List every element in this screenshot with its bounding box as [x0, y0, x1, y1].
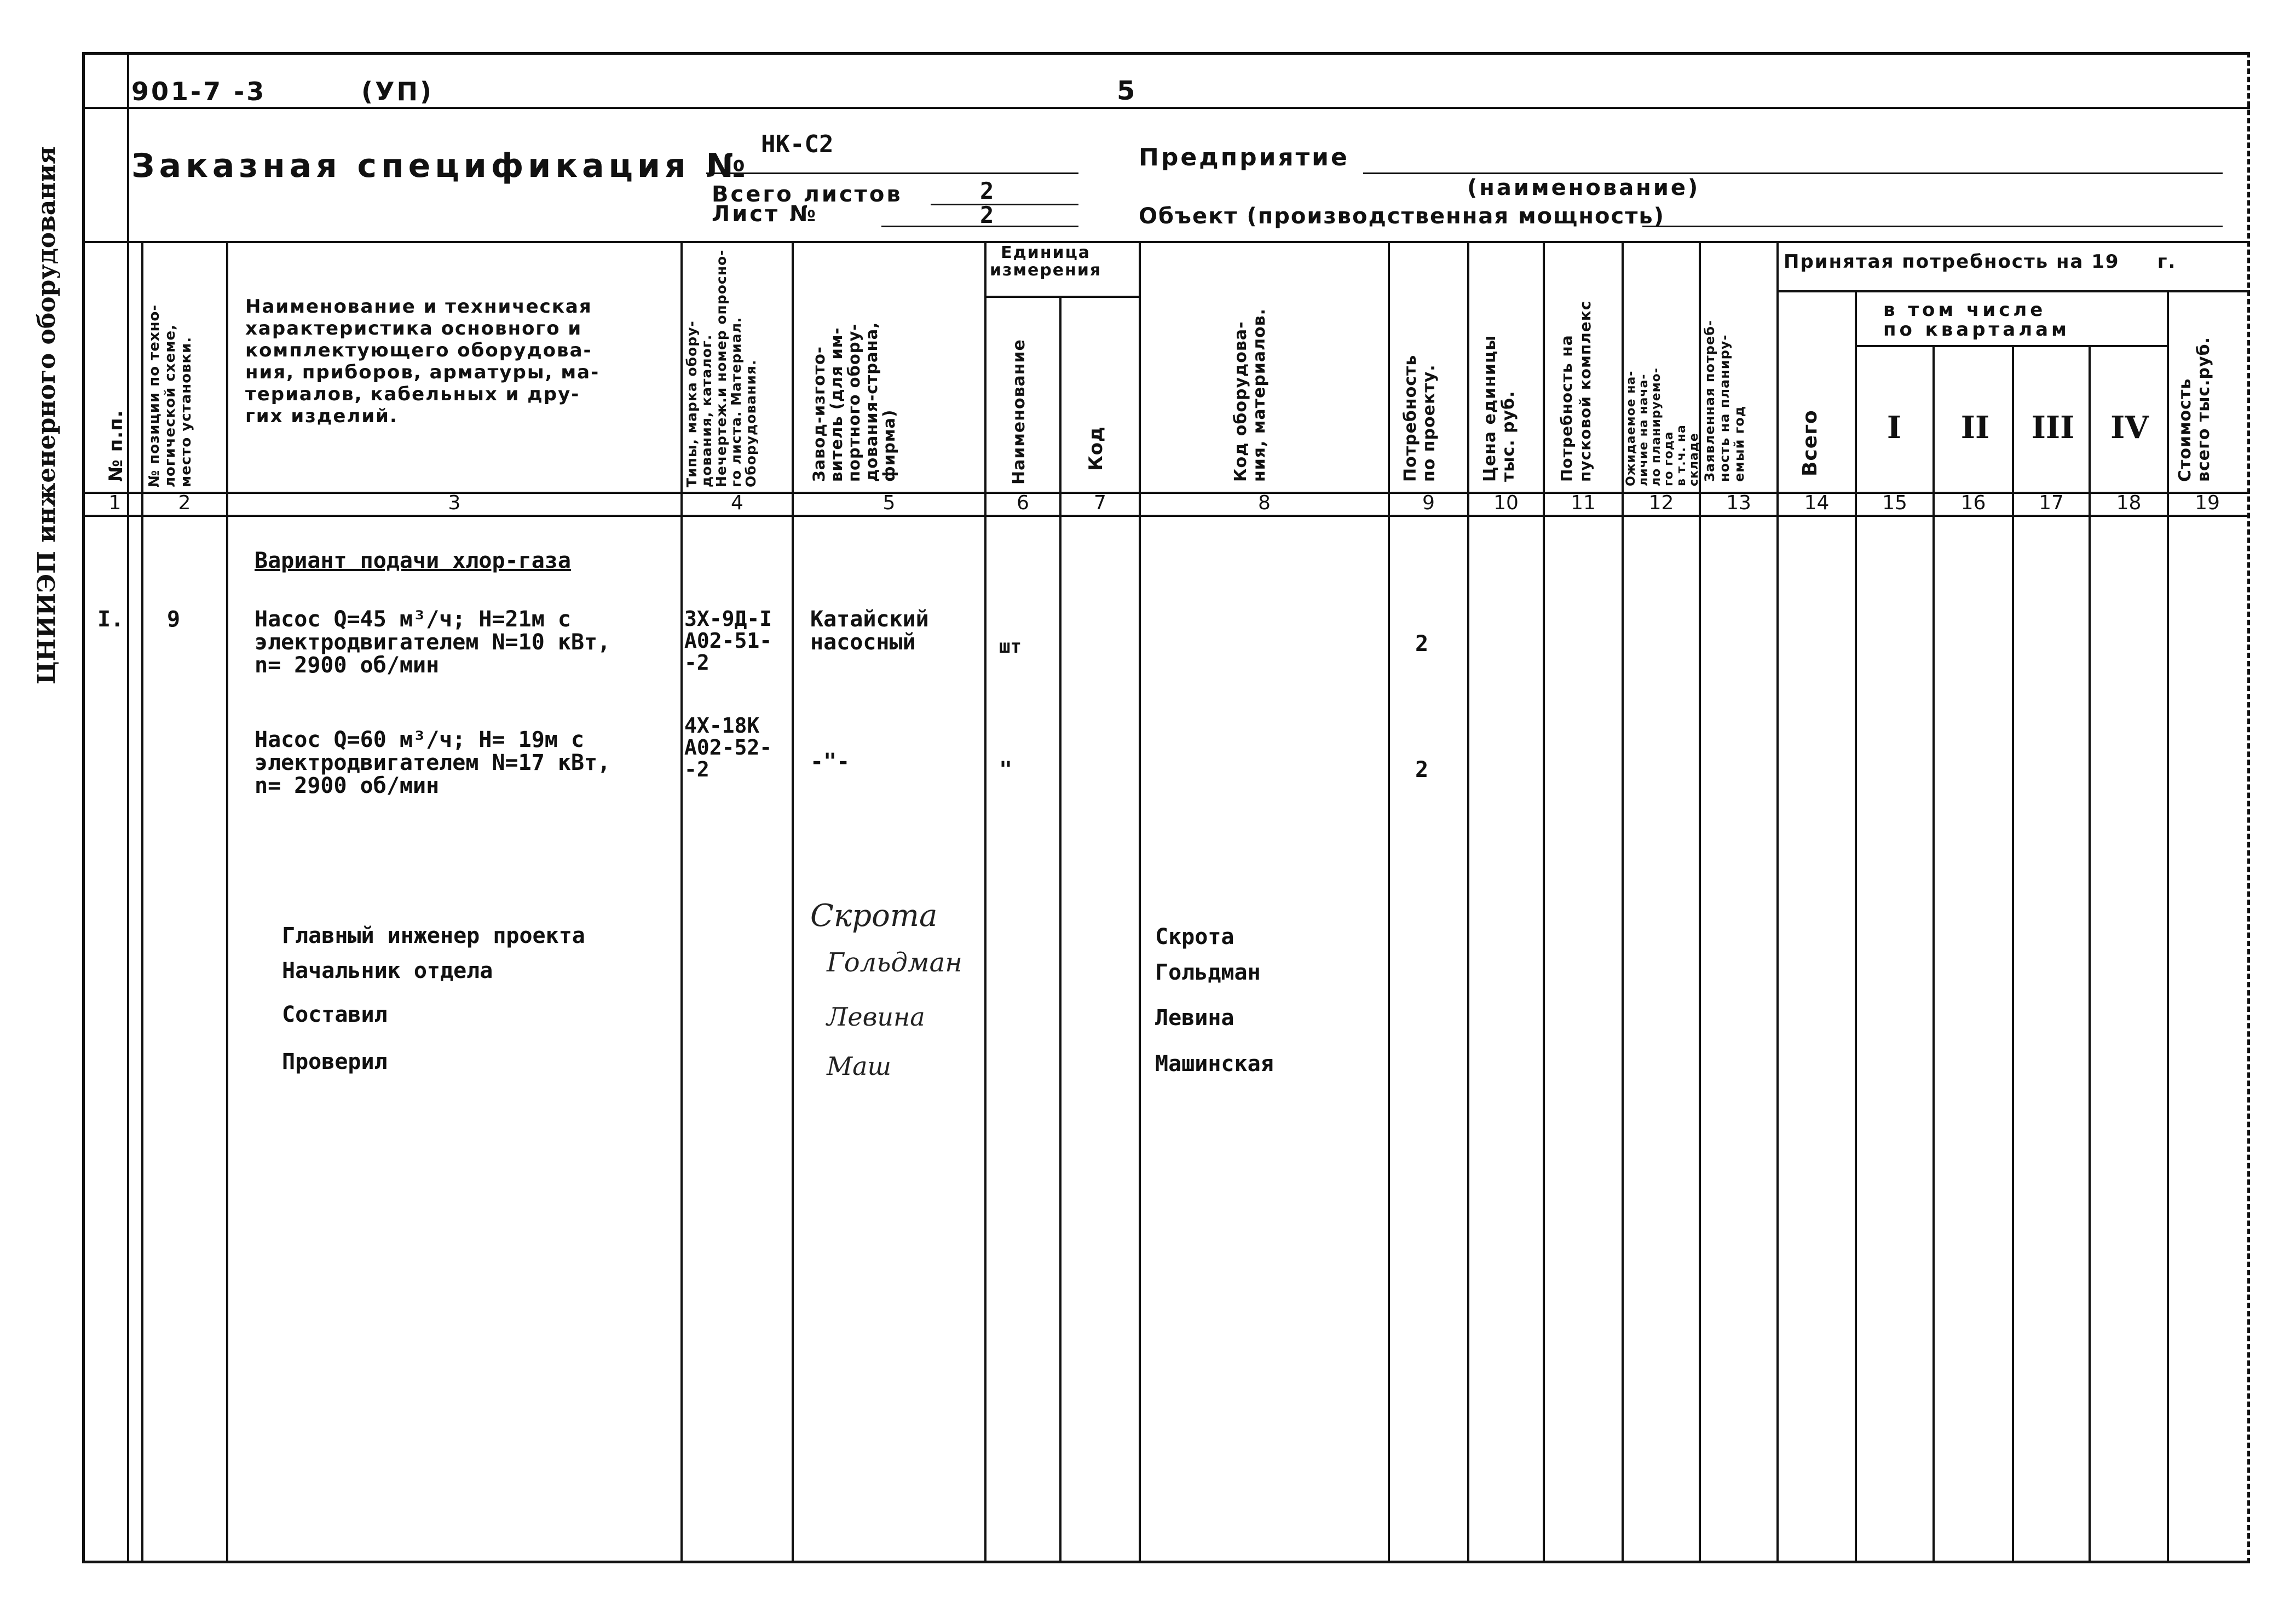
col-number-1: 1 — [108, 492, 122, 514]
col-number-13: 13 — [1726, 492, 1751, 514]
col-header-3: Наименование и техническая характеристика основного и комплектующего оборудова- ния, приборов, арматуры, ма- териалов, кабельных и дру- гих изделий. — [245, 296, 600, 427]
col-number-2: 2 — [178, 492, 191, 514]
row2-maker: -"- — [810, 749, 850, 774]
row2-description: Насос Q=60 м³/ч; Н= 19м с электродвигателем N=17 кВт, n= 2900 об/мин — [255, 727, 611, 798]
total-sheets-value: 2 — [980, 177, 994, 204]
spec-title: Заказная спецификация № — [131, 147, 750, 185]
col-number-19: 19 — [2195, 492, 2220, 514]
col-divider-6 — [1059, 296, 1062, 1561]
signature-1: Скрота — [810, 898, 938, 934]
row1-type: 3Х-9Д-I А02-51- -2 — [684, 607, 772, 675]
role-checked: Проверил — [282, 1049, 388, 1074]
signature-2: Гольдман — [827, 947, 962, 978]
col-header-6: Наименование — [1009, 339, 1029, 485]
col-header-17: III — [2031, 410, 2075, 446]
enterprise-underline — [1363, 172, 2223, 174]
doc-code: 901-7 -3 — [131, 77, 267, 106]
column-number-row-bottom — [82, 515, 2250, 517]
col-number-4: 4 — [731, 492, 743, 514]
col-number-9: 9 — [1422, 492, 1435, 514]
col-header-4: Типы, марка обору- дования, каталог. Нечертеж.и номер опросно- го листа. Материал. Оборудования. — [684, 249, 759, 487]
col-divider-14 — [1855, 290, 1857, 1561]
row1-pp: I. — [97, 607, 124, 632]
object-label: Объект (производственная мощность) — [1139, 204, 1665, 229]
col-number-8: 8 — [1258, 492, 1271, 514]
col-header-5: Завод-изгото- витель (для им- портного обору- дования-страна, фирма) — [810, 321, 898, 482]
col-divider-4 — [792, 241, 794, 1561]
col-number-14: 14 — [1804, 492, 1830, 514]
accepted-group-divider — [1776, 290, 2250, 292]
doc-album: (УП) — [361, 77, 434, 106]
signature-3: Левина — [827, 1002, 925, 1032]
row1-maker: Катайский насосный — [810, 607, 929, 655]
col-divider-17 — [2089, 345, 2091, 1561]
sheet-frame — [82, 52, 2250, 1563]
sheet-number-underline — [881, 226, 1078, 227]
col-header-13: Заявленная потреб- ность на планиру- емый год — [1702, 320, 1747, 482]
name-chief-engineer: Скрота — [1155, 924, 1234, 950]
col-header-10: Цена единицы тыс. руб. — [1480, 335, 1518, 482]
row2-type: 4Х-18К А02-52- -2 — [684, 713, 772, 781]
col-number-3: 3 — [448, 492, 461, 514]
name-caption: (наименование) — [1467, 175, 1700, 200]
col-divider-2 — [226, 241, 228, 1561]
col-header-19: Стоимость всего тыс.руб. — [2176, 337, 2213, 482]
col-header-14: Всего — [1799, 410, 1821, 476]
col-header-7: Код — [1085, 426, 1107, 471]
role-department-head: Начальник отдела — [282, 958, 493, 983]
col-header-18: IV — [2110, 410, 2149, 446]
page-number: 5 — [1117, 76, 1138, 106]
col-number-18: 18 — [2116, 492, 2142, 514]
col-header-9: Потребность по проекту. — [1401, 354, 1439, 482]
unit-group-divider — [984, 296, 1139, 298]
side-organization-label: ЦНИИЭП инженерного оборудования — [33, 146, 61, 684]
col-header-1: № п.п. — [105, 410, 127, 482]
col-divider-1 — [141, 241, 143, 1561]
table-top-border — [82, 241, 2250, 243]
col-number-15: 15 — [1882, 492, 1907, 514]
sheet-number-value: 2 — [980, 202, 994, 228]
col-divider-5 — [984, 241, 987, 1561]
col-divider-15 — [1932, 345, 1935, 1561]
col-divider-11 — [1622, 241, 1624, 1561]
col-header-8: Код оборудова- ния, материалов. — [1231, 308, 1269, 482]
col-divider-10 — [1543, 241, 1545, 1561]
quarters-group-header: в том числе по кварталам — [1883, 299, 2070, 341]
col-number-5: 5 — [882, 492, 896, 514]
spec-number-underline — [706, 172, 1078, 174]
col-divider-9 — [1467, 241, 1469, 1561]
variant-title: Вариант подачи хлор-газа — [255, 548, 571, 573]
col-divider-8 — [1388, 241, 1390, 1561]
name-checked: Машинская — [1155, 1051, 1274, 1077]
col-header-16: II — [1960, 410, 1990, 446]
row2-unit: " — [999, 757, 1013, 782]
col-header-15: I — [1887, 410, 1902, 446]
col-number-7: 7 — [1094, 492, 1106, 514]
left-inner-border — [127, 55, 129, 1561]
col-header-2: № позиции по техно- логической схеме, место установки. — [146, 304, 194, 487]
col-number-11: 11 — [1571, 492, 1596, 514]
object-underline — [1642, 226, 2223, 227]
role-compiled: Составил — [282, 1002, 388, 1027]
col-divider-16 — [2012, 345, 2014, 1561]
row1-unit: шт — [999, 636, 1022, 658]
col-header-11: Потребность на пусковой комплекс — [1557, 300, 1594, 482]
col-divider-18 — [2167, 290, 2169, 1561]
col-number-16: 16 — [1960, 492, 1986, 514]
col-number-17: 17 — [2039, 492, 2064, 514]
role-chief-engineer: Главный инженер проекта — [282, 923, 585, 948]
col-divider-7 — [1139, 241, 1141, 1561]
row1-position: 9 — [167, 607, 181, 632]
sheet-label: Лист № — [712, 202, 818, 227]
quarters-group-divider — [1855, 345, 2167, 347]
col-divider-3 — [680, 241, 683, 1561]
col-header-12: Ожидаемое на- личие на нача- ло планируемо- го года в т.ч. на складе — [1624, 367, 1701, 486]
row2-need: 2 — [1415, 757, 1429, 782]
name-compiled: Левина — [1155, 1005, 1234, 1031]
name-department-head: Гольдман — [1155, 960, 1261, 985]
col-number-10: 10 — [1493, 492, 1519, 514]
unit-group-header: Единица измерения — [990, 243, 1102, 280]
col-number-12: 12 — [1648, 492, 1674, 514]
col-divider-13 — [1776, 241, 1779, 1561]
enterprise-label: Предприятие — [1139, 143, 1349, 171]
accepted-group-header: Принятая потребность на 19 г. — [1784, 251, 2177, 273]
row1-need: 2 — [1415, 631, 1429, 657]
total-sheets-underline — [931, 204, 1078, 205]
col-number-6: 6 — [1017, 492, 1029, 514]
total-sheets-label: Всего листов — [712, 182, 903, 207]
signature-4: Маш — [827, 1051, 892, 1081]
row1-description: Насос Q=45 м³/ч; Н=21м с электродвигателем N=10 кВт, n= 2900 об/мин — [255, 607, 611, 678]
header-divider — [82, 107, 2250, 109]
spec-number: НК-С2 — [761, 130, 834, 158]
